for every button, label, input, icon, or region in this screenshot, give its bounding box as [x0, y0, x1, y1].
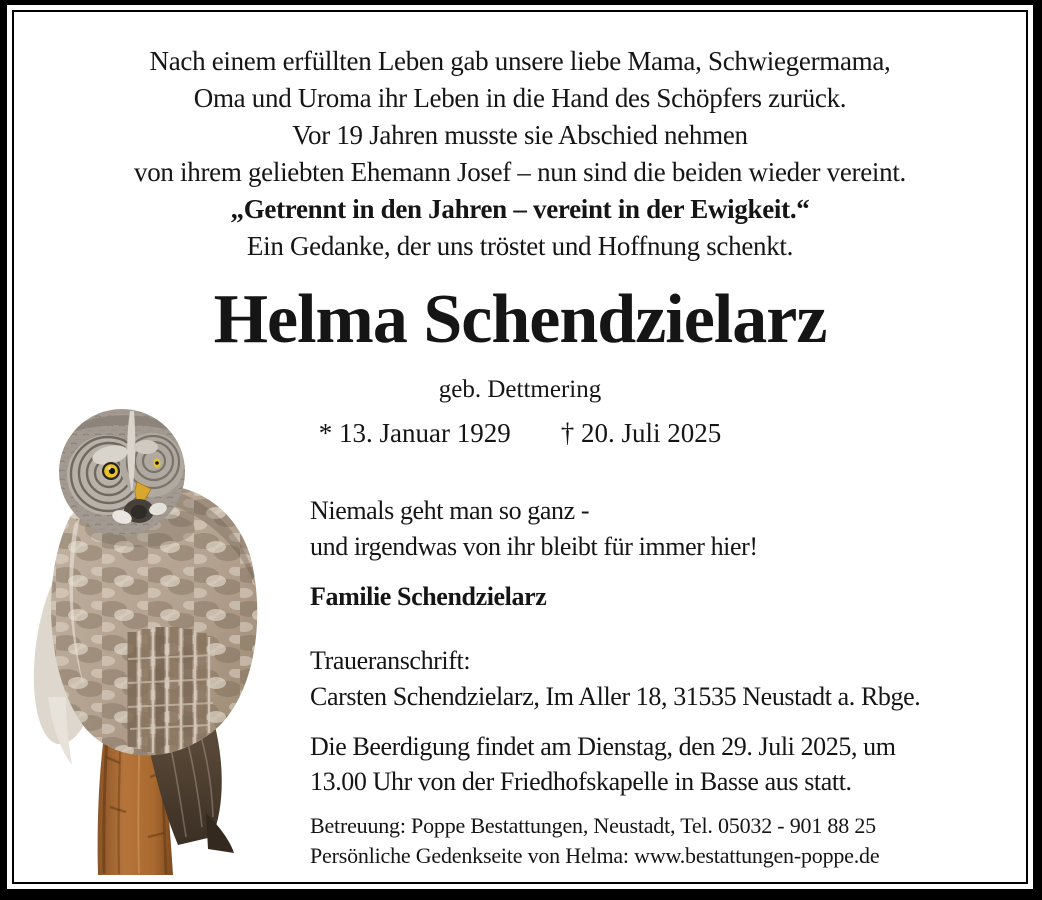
mourning-address-label: Traueranschrift:	[310, 646, 471, 675]
farewell-verse	[310, 493, 1002, 565]
funeral-info	[310, 729, 1002, 799]
intro-line: Oma und Uroma ihr Leben in die Hand des Schöpfers zurück.	[193, 83, 847, 113]
family-signature: Familie Schendzielarz	[310, 582, 547, 611]
verse-line: und irgendwas von ihr bleibt für immer hier!	[310, 532, 758, 561]
owl-beak	[135, 482, 151, 503]
care-line: Betreuung: Poppe Bestattungen, Neustadt, Tel. 05032 - 901 88 25	[310, 813, 876, 838]
intro-line: von ihrem geliebten Ehemann Josef – nun sind die beiden wieder vereint.	[134, 157, 906, 187]
owl-eye	[102, 462, 120, 480]
outer-frame	[7, 5, 1033, 889]
death-date: † 20. Juli 2025	[560, 418, 722, 448]
tail-feathers	[138, 679, 222, 845]
intro-line: Vor 19 Jahren musste sie Abschied nehmen	[292, 120, 748, 150]
memorial-quote: „Getrennt in den Jahren – vereint in der Ewigkeit.“	[230, 194, 810, 224]
birth-date: * 13. Januar 1929	[318, 418, 511, 448]
funeral-line: Die Beerdigung findet am Dienstag, den 29. Juli 2025, um	[310, 732, 896, 761]
intro-paragraph	[14, 12, 1026, 265]
maiden-name: geb. Dettmering	[438, 376, 602, 403]
deceased-name: Helma Schendzielarz	[213, 281, 827, 358]
inner-frame	[12, 10, 1028, 884]
mourning-address	[310, 643, 1002, 715]
quote-followup: Ein Gedanke, der uns tröstet und Hoffnung schenkt.	[246, 231, 794, 261]
undertaker-info	[310, 811, 1002, 871]
funeral-line: 13.00 Uhr von der Friedhofskapelle in Basse aus statt.	[310, 767, 852, 796]
tree-stump	[98, 692, 173, 875]
memorial-site-line: Persönliche Gedenkseite von Helma: www.bestattungen-poppe.de	[310, 843, 880, 868]
details-column	[310, 493, 1002, 871]
intro-line: Nach einem erfüllten Leben gab unsere liebe Mama, Schwiegermama,	[149, 46, 891, 76]
owl-photo	[12, 397, 280, 875]
notice-content	[14, 12, 1026, 882]
mourning-address-value: Carsten Schendzielarz, Im Aller 18, 31535 Neustadt a. Rbge.	[310, 682, 921, 711]
verse-line: Niemals geht man so ganz -	[310, 496, 590, 525]
life-dates	[14, 417, 1026, 449]
